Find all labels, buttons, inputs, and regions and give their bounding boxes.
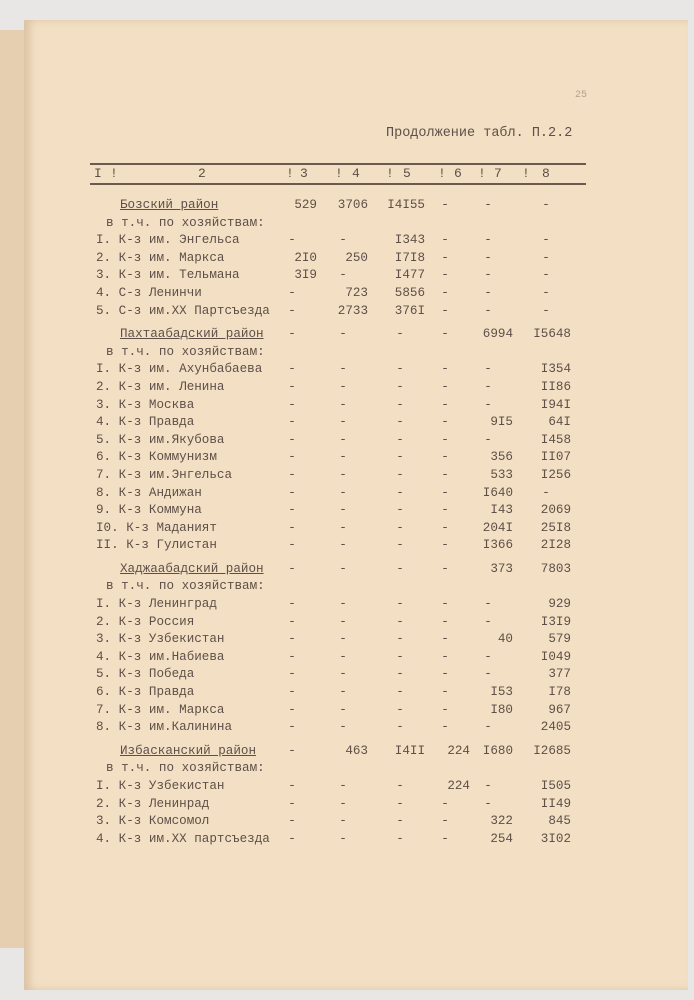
cell-col-3: -: [288, 614, 296, 629]
cell-col-3: 529: [294, 198, 317, 212]
cell-col-6: -: [441, 303, 449, 318]
row-label: 7. К-з им.Энгельса: [96, 467, 233, 482]
cell-col-5: 376I: [394, 303, 425, 318]
cell-col-8: -: [542, 285, 550, 300]
cell-col-8: I049: [540, 649, 571, 664]
row-label: в т.ч. по хозяйствам:: [106, 215, 265, 230]
cell-col-4: -: [339, 415, 347, 430]
cell-col-6: -: [441, 198, 449, 212]
cell-col-6: -: [441, 450, 449, 465]
cell-col-6: -: [441, 796, 449, 811]
cell-col-3: 3I9: [294, 268, 317, 283]
cell-col-6: -: [441, 432, 449, 447]
table-row: [96, 250, 586, 268]
header-col-2: 2: [198, 166, 206, 181]
cell-col-7: I43: [490, 503, 513, 518]
header-col-5: 5: [403, 166, 411, 181]
cell-col-8: 25I8: [540, 520, 571, 535]
table-row: [96, 502, 586, 520]
cell-col-8: 64I: [548, 415, 571, 430]
row-label: 7. К-з им. Маркса: [96, 702, 225, 717]
cell-col-5: -: [396, 720, 404, 735]
cell-col-5: -: [396, 432, 404, 447]
cell-col-4: 250: [345, 250, 368, 265]
cell-col-5: -: [396, 649, 404, 664]
row-label: 8. К-з им.Калинина: [96, 720, 233, 735]
cell-col-6: -: [441, 667, 449, 682]
cell-col-3: -: [288, 632, 296, 647]
cell-col-3: -: [288, 667, 296, 682]
cell-col-4: -: [339, 561, 347, 576]
row-label: Бозский район: [120, 198, 219, 212]
table-top-rule: [90, 163, 586, 165]
row-label: 9. К-з Коммуна: [96, 503, 202, 518]
header-col-1: I: [94, 166, 102, 181]
cell-col-6: -: [441, 831, 449, 846]
cell-col-4: -: [339, 649, 347, 664]
cell-col-7: -: [484, 397, 492, 412]
cell-col-3: -: [288, 432, 296, 447]
table-header-rule: [90, 183, 586, 185]
cell-col-4: -: [339, 485, 347, 500]
row-label: в т.ч. по хозяйствам:: [106, 579, 265, 594]
cell-col-4: -: [339, 614, 347, 629]
cell-col-8: I505: [540, 779, 571, 793]
row-label: 5. С-з им.XX Партсъезда: [96, 303, 270, 318]
cell-col-6: 224: [447, 779, 470, 793]
cell-col-3: -: [288, 743, 296, 758]
cell-col-7: -: [484, 796, 492, 811]
cell-col-7: -: [484, 779, 492, 793]
row-label: в т.ч. по хозяйствам:: [106, 344, 265, 359]
cell-col-4: -: [339, 397, 347, 412]
cell-col-4: -: [339, 467, 347, 482]
row-label: II. К-з Гулистан: [96, 538, 217, 553]
table-row: [96, 666, 586, 684]
row-label: I0. К-з Маданият: [96, 520, 217, 535]
cell-col-4: -: [339, 268, 347, 283]
cell-col-4: -: [339, 379, 347, 394]
row-label: 2. К-з Россия: [96, 614, 195, 629]
cell-col-8: -: [542, 268, 550, 283]
cell-col-6: -: [441, 467, 449, 482]
cell-col-4: -: [339, 233, 347, 248]
row-label: 3. К-з Комсомол: [96, 814, 210, 829]
cell-col-7: -: [484, 268, 492, 283]
cell-col-7: -: [484, 233, 492, 248]
cell-col-8: -: [542, 485, 550, 500]
cell-col-4: -: [339, 450, 347, 465]
row-label: 5. К-з им.Якубова: [96, 432, 225, 447]
cell-col-3: -: [288, 720, 296, 735]
cell-col-6: -: [441, 397, 449, 412]
row-label: 2. К-з Ленинрад: [96, 796, 210, 811]
cell-col-8: 967: [548, 702, 571, 717]
page-number: 25: [575, 90, 588, 101]
cell-col-7: -: [484, 432, 492, 447]
cell-col-5: -: [396, 520, 404, 535]
district-row: [96, 326, 586, 344]
header-sep: !: [110, 166, 118, 181]
cell-col-7: I680: [482, 743, 513, 758]
cell-col-7: 373: [490, 561, 513, 576]
cell-col-5: -: [396, 397, 404, 412]
cell-col-5: -: [396, 597, 404, 612]
cell-col-4: -: [339, 685, 347, 700]
cell-col-3: -: [288, 303, 296, 318]
cell-col-8: II07: [540, 450, 571, 465]
row-label: 3. К-з им. Тельмана: [96, 268, 240, 283]
cell-col-5: I343: [394, 233, 425, 248]
cell-col-5: -: [396, 702, 404, 717]
cell-col-6: -: [441, 538, 449, 553]
cell-col-4: -: [339, 667, 347, 682]
cell-col-7: 254: [490, 831, 513, 846]
cell-col-6: -: [441, 520, 449, 535]
cell-col-8: 2069: [540, 503, 571, 518]
table-header: [90, 166, 586, 182]
cell-col-8: 7803: [540, 561, 571, 576]
cell-col-6: -: [441, 702, 449, 717]
table-row: [96, 649, 586, 667]
cell-col-4: 2733: [337, 303, 368, 318]
cell-col-7: I640: [482, 485, 513, 500]
cell-col-4: -: [339, 503, 347, 518]
table-row: [96, 232, 586, 250]
cell-col-3: -: [288, 467, 296, 482]
cell-col-3: -: [288, 327, 296, 342]
district-row: [96, 561, 586, 579]
row-label: I. К-з Узбекистан: [96, 779, 225, 793]
cell-col-6: -: [441, 632, 449, 647]
row-label: Пахтаабадский район: [120, 327, 264, 342]
row-label: 4. С-з Ленинчи: [96, 285, 202, 300]
cell-col-5: -: [396, 362, 404, 377]
cell-col-5: -: [396, 538, 404, 553]
header-sep: !: [335, 166, 343, 181]
cell-col-5: -: [396, 467, 404, 482]
cell-col-4: -: [339, 597, 347, 612]
cell-col-6: -: [441, 285, 449, 300]
table-row: [96, 631, 586, 649]
header-sep: !: [522, 166, 530, 181]
cell-col-3: -: [288, 503, 296, 518]
table-row: [96, 467, 586, 485]
cell-col-6: -: [441, 327, 449, 342]
cell-col-3: 2I0: [294, 250, 317, 265]
header-sep: !: [386, 166, 394, 181]
cell-col-6: -: [441, 649, 449, 664]
cell-col-3: -: [288, 485, 296, 500]
cell-col-3: -: [288, 233, 296, 248]
table-row: [96, 379, 586, 397]
subheading-row: [96, 344, 586, 362]
header-col-3: 3: [300, 166, 308, 181]
table-row: [96, 449, 586, 467]
cell-col-7: I80: [490, 702, 513, 717]
cell-col-6: -: [441, 720, 449, 735]
cell-col-5: -: [396, 831, 404, 846]
cell-col-7: I366: [482, 538, 513, 553]
cell-col-5: I477: [394, 268, 425, 283]
cell-col-4: -: [339, 779, 347, 793]
cell-col-5: -: [396, 379, 404, 394]
cell-col-8: I256: [540, 467, 571, 482]
header-col-4: 4: [352, 166, 360, 181]
row-label: 3. К-з Узбекистан: [96, 632, 225, 647]
table-row: [96, 267, 586, 285]
cell-col-3: -: [288, 362, 296, 377]
row-label: 6. К-з Коммунизм: [96, 450, 217, 465]
cell-col-5: -: [396, 415, 404, 430]
cell-col-6: -: [441, 485, 449, 500]
cell-col-5: -: [396, 632, 404, 647]
header-col-6: 6: [454, 166, 462, 181]
cell-col-5: -: [396, 485, 404, 500]
cell-col-4: -: [339, 538, 347, 553]
cell-col-6: -: [441, 233, 449, 248]
cell-col-5: -: [396, 614, 404, 629]
cell-col-8: 2I28: [540, 538, 571, 553]
cell-col-5: 5856: [394, 285, 425, 300]
header-sep: !: [478, 166, 486, 181]
row-label: 4. К-з Правда: [96, 415, 195, 430]
cell-col-7: I53: [490, 685, 513, 700]
cell-col-4: 3706: [337, 198, 368, 212]
table-row: [96, 719, 586, 737]
cell-col-3: -: [288, 520, 296, 535]
cell-col-3: -: [288, 450, 296, 465]
row-label: I. К-з им. Энгельса: [96, 233, 240, 248]
row-label: I. К-з Ленинград: [96, 597, 217, 612]
cell-col-8: I458: [540, 432, 571, 447]
header-sep: !: [286, 166, 294, 181]
cell-col-4: -: [339, 520, 347, 535]
cell-col-8: I78: [548, 685, 571, 700]
table-row: [96, 537, 586, 555]
cell-col-7: 40: [497, 632, 513, 647]
cell-col-3: -: [288, 285, 296, 300]
cell-col-7: -: [484, 303, 492, 318]
cell-col-8: 845: [548, 814, 571, 829]
subheading-row: [96, 760, 586, 778]
cell-col-3: -: [288, 685, 296, 700]
cell-col-6: -: [441, 362, 449, 377]
cell-col-3: -: [288, 702, 296, 717]
cell-col-7: -: [484, 720, 492, 735]
row-label: 2. К-з им. Маркса: [96, 250, 225, 265]
cell-col-8: -: [542, 198, 550, 212]
table-row: [96, 813, 586, 831]
table-body: [96, 191, 586, 848]
previous-page-edge: [0, 30, 25, 948]
cell-col-3: -: [288, 796, 296, 811]
row-label: 5. К-з Победа: [96, 667, 195, 682]
cell-col-6: -: [441, 379, 449, 394]
table-row: [96, 397, 586, 415]
table-caption: Продолжение табл. П.2.2: [386, 126, 573, 141]
table-row: [96, 520, 586, 538]
row-label: Хаджаабадский район: [120, 561, 264, 576]
cell-col-4: -: [339, 362, 347, 377]
cell-col-5: -: [396, 450, 404, 465]
cell-col-7: -: [484, 362, 492, 377]
cell-col-7: -: [484, 379, 492, 394]
cell-col-4: -: [339, 702, 347, 717]
cell-col-7: 9I5: [490, 415, 513, 430]
cell-col-7: -: [484, 614, 492, 629]
cell-col-8: 2405: [540, 720, 571, 735]
cell-col-7: -: [484, 250, 492, 265]
cell-col-3: -: [288, 814, 296, 829]
cell-col-7: -: [484, 667, 492, 682]
cell-col-7: 322: [490, 814, 513, 829]
row-label: 4. К-з им.Набиева: [96, 649, 225, 664]
cell-col-3: -: [288, 397, 296, 412]
cell-col-7: -: [484, 198, 492, 212]
cell-col-4: -: [339, 831, 347, 846]
cell-col-6: -: [441, 503, 449, 518]
table-row: [96, 831, 586, 849]
cell-col-7: 6994: [482, 327, 513, 342]
cell-col-6: 224: [447, 743, 470, 758]
table-row: [96, 702, 586, 720]
cell-col-8: II49: [540, 796, 571, 811]
table-row: [96, 303, 586, 321]
table-row: [96, 614, 586, 632]
table-row: [96, 796, 586, 814]
cell-col-4: -: [339, 327, 347, 342]
cell-col-3: -: [288, 649, 296, 664]
cell-col-8: I94I: [540, 397, 571, 412]
cell-col-6: -: [441, 614, 449, 629]
cell-col-3: -: [288, 538, 296, 553]
district-row: [96, 197, 586, 215]
cell-col-3: -: [288, 379, 296, 394]
row-label: I. К-з им. Ахунбабаева: [96, 362, 263, 377]
cell-col-5: -: [396, 327, 404, 342]
cell-col-6: -: [441, 250, 449, 265]
cell-col-8: I354: [540, 362, 571, 377]
district-row: [96, 743, 586, 761]
row-label: 3. К-з Москва: [96, 397, 195, 412]
table-row: [96, 432, 586, 450]
table-row: [96, 485, 586, 503]
row-label: 8. К-з Андижан: [96, 485, 202, 500]
cell-col-8: I2685: [533, 743, 571, 758]
cell-col-3: -: [288, 415, 296, 430]
cell-col-5: -: [396, 796, 404, 811]
cell-col-6: -: [441, 597, 449, 612]
row-label: 2. К-з им. Ленина: [96, 379, 225, 394]
cell-col-7: -: [484, 285, 492, 300]
cell-col-8: -: [542, 303, 550, 318]
header-sep: !: [438, 166, 446, 181]
cell-col-7: 533: [490, 467, 513, 482]
cell-col-5: -: [396, 503, 404, 518]
cell-col-4: -: [339, 814, 347, 829]
cell-col-6: -: [441, 561, 449, 576]
cell-col-8: 3I02: [540, 831, 571, 846]
cell-col-5: I4I55: [387, 198, 425, 212]
cell-col-4: -: [339, 796, 347, 811]
cell-col-8: I5648: [533, 327, 571, 342]
table-row: [96, 596, 586, 614]
cell-col-4: 723: [345, 285, 368, 300]
cell-col-7: 204I: [482, 520, 513, 535]
cell-col-8: -: [542, 250, 550, 265]
cell-col-8: 377: [548, 667, 571, 682]
cell-col-4: -: [339, 720, 347, 735]
row-label: в т.ч. по хозяйствам:: [106, 761, 265, 776]
cell-col-8: -: [542, 233, 550, 248]
row-label: 4. К-з им.XX партсъезда: [96, 831, 270, 846]
cell-col-5: -: [396, 561, 404, 576]
cell-col-5: -: [396, 779, 404, 793]
subheading-row: [96, 578, 586, 596]
cell-col-6: -: [441, 415, 449, 430]
cell-col-3: -: [288, 597, 296, 612]
cell-col-6: -: [441, 814, 449, 829]
table-row: [96, 285, 586, 303]
table-row: [96, 778, 586, 796]
cell-col-6: -: [441, 268, 449, 283]
table-row: [96, 414, 586, 432]
cell-col-5: -: [396, 667, 404, 682]
subheading-row: [96, 215, 586, 233]
header-col-7: 7: [494, 166, 502, 181]
cell-col-7: -: [484, 649, 492, 664]
cell-col-8: II86: [540, 379, 571, 394]
row-label: 6. К-з Правда: [96, 685, 195, 700]
cell-col-5: I7I8: [394, 250, 425, 265]
cell-col-3: -: [288, 831, 296, 846]
cell-col-8: 929: [548, 597, 571, 612]
cell-col-8: I3I9: [540, 614, 571, 629]
row-label: Избасканский район: [120, 743, 257, 758]
cell-col-4: -: [339, 632, 347, 647]
cell-col-5: -: [396, 814, 404, 829]
cell-col-4: 463: [345, 743, 368, 758]
cell-col-5: -: [396, 685, 404, 700]
cell-col-3: -: [288, 561, 296, 576]
header-col-8: 8: [542, 166, 550, 181]
cell-col-7: 356: [490, 450, 513, 465]
cell-col-8: 579: [548, 632, 571, 647]
cell-col-3: -: [288, 779, 296, 793]
cell-col-5: I4II: [394, 743, 425, 758]
cell-col-4: -: [339, 432, 347, 447]
table-row: [96, 361, 586, 379]
cell-col-6: -: [441, 685, 449, 700]
table-row: [96, 684, 586, 702]
cell-col-7: -: [484, 597, 492, 612]
